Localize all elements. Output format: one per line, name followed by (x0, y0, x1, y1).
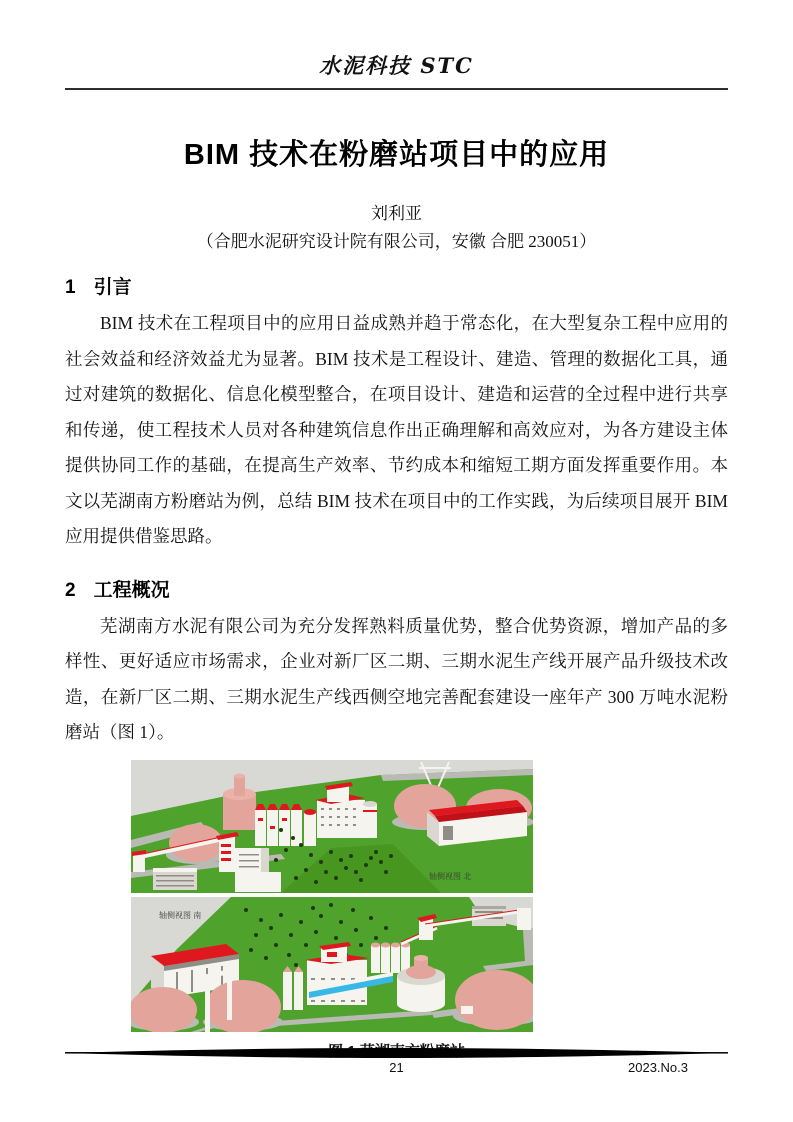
section-1-number: 1 (65, 277, 76, 298)
section-2-heading (65, 575, 728, 602)
footer-divider (65, 1047, 728, 1059)
article-title: BIM 技术在粉磨站项目中的应用 (183, 139, 610, 171)
figure-label-north: 轴侧视图 北 (429, 871, 472, 881)
footer-page-number: 21 (389, 1060, 404, 1075)
page-header (0, 0, 793, 80)
author-name: 刘利亚 (371, 204, 422, 223)
section-1-title: 引言 (93, 277, 132, 298)
journal-title: 水泥科技 STC (319, 53, 474, 78)
figure-north-view (131, 760, 533, 893)
header-rule (65, 88, 728, 90)
footer-issue: 2023.No.3 (628, 1060, 688, 1075)
figure-1-image (131, 760, 533, 1032)
section-2-paragraph: 芜湖南方水泥有限公司为充分发挥熟料质量优势，整合优势资源，增加产品的多样性、更好适应市场需求，企业对新厂区二期、三期水泥生产线开展产品升级技术改造，在新厂区二期、三期水泥生产线西侧空地完善配套建设一座年产 300 万吨水泥粉磨站（图 1）。 (65, 615, 728, 742)
figure-label-south: 轴侧视图 南 (159, 910, 202, 920)
page-footer (65, 1047, 728, 1080)
figure-1 (131, 760, 533, 1032)
section-2-title: 工程概况 (93, 579, 170, 601)
section-1-heading (65, 272, 728, 299)
figure-south-view (131, 897, 533, 1032)
section-2-number: 2 (65, 579, 76, 601)
author-affiliation: （合肥水泥研究设计院有限公司，安徽 合肥 230051） (196, 232, 597, 251)
section-1-paragraph: BIM 技术在工程项目中的应用日益成熟并趋于常态化，在大型复杂工程中应用的社会效益和经济效益尤为显著。BIM 技术是工程设计、建造、管理的数据化工具，通过对建筑的数据化、信息化模型整合，在项目设计、建造和运营的全过程中进行共享和传递，使工程技术人员对各种建筑信息作出正确理解和高效应对，为各方建设主体提供协同工作的基础，在提高生产效率、节约成本和缩短工期方面发挥重要作用。本文以芜湖南方粉磨站为例，总结 BIM 技术在项目中的工作实践，为后续项目展开 BIM 应用提供借鉴思路。 (65, 313, 728, 546)
